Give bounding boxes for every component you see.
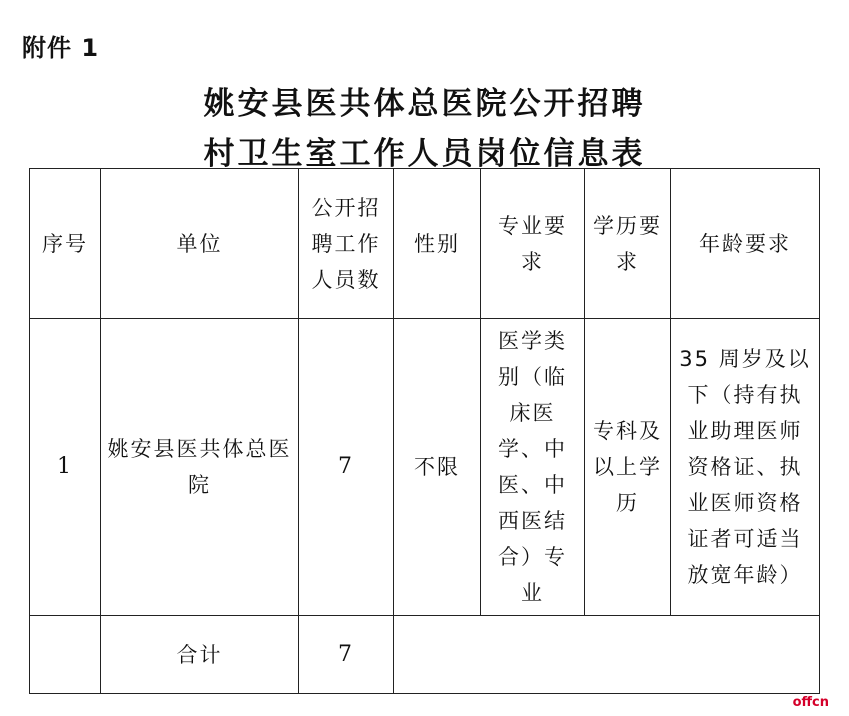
cell-total-empty xyxy=(394,616,820,694)
cell-gender: 不限 xyxy=(394,319,481,616)
table-row xyxy=(30,319,820,616)
header-major: 专业要求 xyxy=(481,169,585,319)
header-unit: 单位 xyxy=(101,169,299,319)
header-age: 年龄要求 xyxy=(671,169,820,319)
cell-total-count: 7 xyxy=(299,616,394,694)
cell-total-label: 合计 xyxy=(101,616,299,694)
cell-major: 医学类别（临床医学、中医、中西医结合）专业 xyxy=(481,319,585,616)
annex-label: 附件 1 xyxy=(22,34,100,62)
position-info-table xyxy=(29,168,820,694)
cell-total-seq-empty xyxy=(30,616,101,694)
watermark-logo: offcn xyxy=(792,695,829,710)
header-seq: 序号 xyxy=(30,169,101,319)
cell-count: 7 xyxy=(299,319,394,616)
header-gender: 性别 xyxy=(394,169,481,319)
table-header-row xyxy=(30,169,820,319)
header-count: 公开招聘工作人员数 xyxy=(299,169,394,319)
document-title-line1: 姚安县医共体总医院公开招聘 xyxy=(203,86,646,122)
table-total-row xyxy=(30,616,820,694)
cell-seq: 1 xyxy=(30,319,101,616)
cell-age: 35 周岁及以下（持有执业助理医师资格证、执业医师资格证者可适当放宽年龄） xyxy=(671,319,820,616)
header-education: 学历要求 xyxy=(585,169,671,319)
cell-unit: 姚安县医共体总医院 xyxy=(101,319,299,616)
document-title-line2: 村卫生室工作人员岗位信息表 xyxy=(203,136,646,172)
cell-education: 专科及以上学历 xyxy=(585,319,671,616)
